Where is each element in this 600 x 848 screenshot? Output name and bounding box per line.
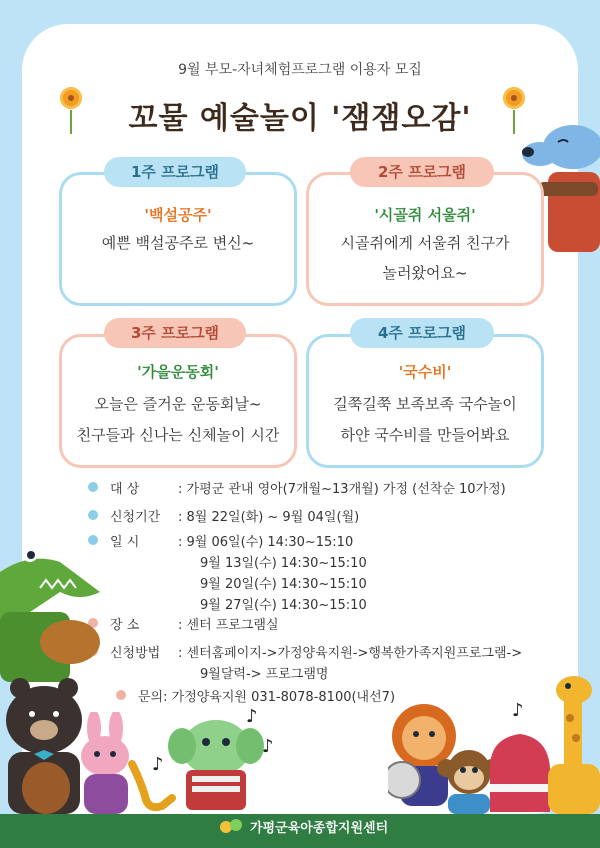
bullet-icon [116, 690, 126, 700]
program-description: 하얀 국수비를 만들어봐요 [340, 426, 510, 444]
info-value-continued: 9월달력-> 프로그램명 [200, 667, 329, 682]
program-description: 예쁜 백설공주로 변신~ [101, 234, 255, 252]
center-logo-icon [218, 816, 244, 836]
elephant-illustration [168, 712, 264, 814]
poster-title: 꼬물 예술놀이 '잼잼오감' [128, 101, 472, 136]
info-label: 일 시 [110, 535, 140, 550]
tab-week-1: 1주 프로그램 [104, 157, 246, 187]
info-label: 문의 [138, 690, 164, 705]
giraffe-illustration [540, 668, 600, 814]
info-label: 대 상 [110, 482, 140, 497]
poster-subtitle: 9월 부모-자녀체험프로그램 이용자 모집 [178, 62, 422, 78]
program-description: 길쭉길쭉 보족보족 국수놀이 [333, 395, 517, 413]
info-value: : 가평군 관내 영아(7개월~13개월) 가정 (선착순 10가정) [178, 482, 506, 497]
program-description: 놀러왔어요~ [382, 264, 468, 282]
info-label: 장 소 [110, 618, 140, 633]
music-note-icon: ♪ [246, 706, 258, 727]
program-description: 친구들과 신나는 신체놀이 시간 [76, 426, 280, 444]
tab-week-2: 2주 프로그램 [350, 157, 494, 187]
schedule-item: : 9월 06일(수) 14:30~15:10 [178, 535, 354, 550]
info-value: : 가정양육지원 031-8078-8100(내선7) [163, 690, 396, 705]
program-description: 오늘은 즐거운 운동회날~ [94, 395, 262, 413]
info-contact [138, 686, 395, 705]
music-note-icon: ♪ [152, 754, 164, 775]
tab-week-4: 4주 프로그램 [350, 318, 494, 348]
crocodile-illustration [0, 532, 110, 682]
program-title: '국수비' [398, 363, 452, 381]
info-label: 신청방법 [110, 646, 161, 661]
program-title: '가을운동회' [137, 363, 219, 381]
music-note-icon: ♪ [512, 700, 524, 721]
footer-organization: 가평군육아종합지원센터 [250, 821, 389, 836]
program-title: '백설공주' [144, 206, 212, 224]
program-description: 시골쥐에게 서울쥐 친구가 [340, 234, 510, 252]
program-title: '시골쥐 서울쥐' [374, 206, 476, 224]
info-value: : 8월 22일(화) ~ 9월 04일(월) [178, 510, 360, 525]
info-place [110, 614, 279, 633]
schedule-item: 9월 20일(수) 14:30~15:10 [200, 577, 367, 592]
info-value: : 센터홈페이지->가정양육지원->행복한가족지원프로그램-> [178, 646, 523, 661]
info-value: : 센터 프로그램실 [178, 618, 279, 633]
bullet-icon [88, 482, 98, 492]
info-method [110, 642, 522, 661]
info-label: 신청기간 [110, 510, 161, 525]
schedule-item: 9월 27일(수) 14:30~15:10 [200, 598, 367, 613]
info-period [110, 506, 359, 525]
schedule-item: 9월 13일(수) 14:30~15:10 [200, 556, 367, 571]
info-schedule [110, 531, 353, 550]
tab-week-3: 3주 프로그램 [104, 318, 246, 348]
music-note-icon: ♪ [262, 736, 274, 757]
info-target [110, 478, 506, 497]
bullet-icon [88, 510, 98, 520]
